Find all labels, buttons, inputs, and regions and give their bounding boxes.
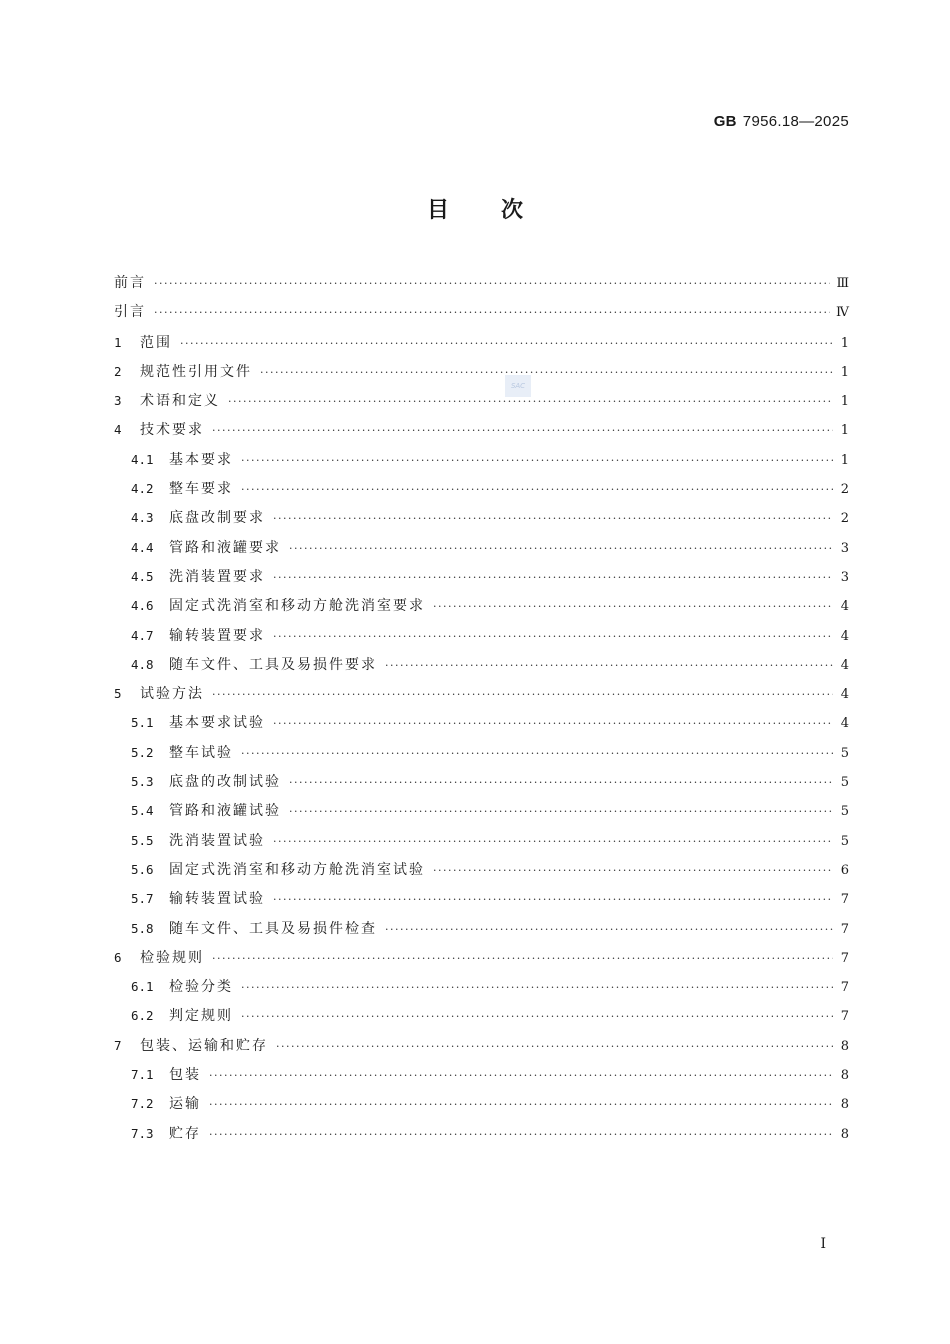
toc-entry-page: 8 bbox=[840, 1097, 849, 1113]
toc-entry-page: 8 bbox=[840, 1068, 849, 1084]
toc-leader-dots bbox=[289, 768, 833, 797]
toc-entry-title: 洗消装置试验 bbox=[169, 832, 265, 849]
toc-entry-number: 4.6 bbox=[131, 598, 154, 614]
toc-leader-dots bbox=[273, 827, 833, 856]
toc-entry-page: 6 bbox=[840, 862, 849, 878]
toc-entry-page: 4 bbox=[840, 687, 849, 703]
toc-entry-number: 2 bbox=[114, 363, 122, 379]
toc-entry[interactable] bbox=[114, 855, 849, 884]
toc-entry-title: 范围 bbox=[140, 334, 172, 351]
toc-entry-number: 5.7 bbox=[131, 891, 154, 907]
toc-entry-page: 5 bbox=[840, 804, 849, 820]
toc-entry-number: 4.2 bbox=[131, 481, 154, 497]
toc-entry-number: 5.2 bbox=[131, 744, 154, 760]
toc-entry-number: 4.3 bbox=[131, 510, 154, 526]
toc-entry-title: 整车要求 bbox=[169, 481, 233, 498]
toc-entry-page: Ⅳ bbox=[836, 305, 849, 321]
toc-entry-title: 引言 bbox=[114, 304, 146, 321]
toc-entry-number: 5.4 bbox=[131, 803, 154, 819]
toc-entry[interactable] bbox=[114, 621, 849, 650]
toc-leader-dots bbox=[241, 475, 833, 504]
toc-entry-number: 5.3 bbox=[131, 774, 154, 790]
toc-leader-dots bbox=[385, 651, 833, 680]
toc-entry-page: 5 bbox=[840, 775, 849, 791]
toc-leader-dots bbox=[260, 358, 833, 387]
toc-leader-dots bbox=[209, 1090, 833, 1119]
toc-entry-page: 2 bbox=[840, 511, 849, 527]
toc-entry-page: 4 bbox=[840, 657, 849, 673]
standard-code bbox=[714, 113, 849, 130]
toc-entry-title: 贮存 bbox=[169, 1125, 201, 1142]
toc-entry-number: 3 bbox=[114, 393, 122, 409]
toc-leader-dots bbox=[273, 622, 833, 651]
toc-leader-dots bbox=[433, 592, 833, 621]
toc-entry-title: 检验规则 bbox=[140, 949, 204, 966]
toc-entry[interactable] bbox=[114, 298, 849, 327]
toc-entry-title: 固定式洗消室和移动方舱洗消室要求 bbox=[169, 598, 425, 615]
toc-entry[interactable] bbox=[114, 708, 849, 737]
toc-entry-page: 8 bbox=[840, 1038, 849, 1054]
toc-entry-page: 4 bbox=[840, 716, 849, 732]
toc-entry[interactable] bbox=[114, 533, 849, 562]
toc-entry-title: 基本要求 bbox=[169, 451, 233, 468]
toc-leader-dots bbox=[385, 915, 833, 944]
toc-entry[interactable] bbox=[114, 884, 849, 913]
toc-entry-title: 整车试验 bbox=[169, 744, 233, 761]
toc-entry-number: 4.5 bbox=[131, 568, 154, 584]
toc-entry[interactable] bbox=[114, 826, 849, 855]
toc-entry[interactable] bbox=[114, 914, 849, 943]
toc-entry-page: 1 bbox=[840, 335, 849, 351]
toc-entry-title: 随车文件、工具及易损件检查 bbox=[169, 920, 377, 937]
toc-leader-dots bbox=[228, 387, 833, 416]
toc-entry-page: Ⅲ bbox=[836, 276, 849, 291]
toc-entry[interactable] bbox=[114, 738, 849, 767]
toc-entry-number: 4.1 bbox=[131, 451, 154, 467]
standard-number: 7956.18—2025 bbox=[742, 113, 849, 130]
toc-leader-dots bbox=[209, 1120, 833, 1149]
toc-leader-dots bbox=[433, 856, 833, 885]
toc-entry-title: 术语和定义 bbox=[140, 393, 220, 410]
toc-entry-title: 随车文件、工具及易损件要求 bbox=[169, 656, 377, 673]
toc-entry-page: 1 bbox=[840, 364, 849, 380]
toc-entry[interactable] bbox=[114, 1001, 849, 1030]
toc-entry-page: 7 bbox=[840, 921, 849, 937]
toc-entry-number: 7.3 bbox=[131, 1125, 154, 1141]
toc-entry-number: 5 bbox=[114, 686, 122, 702]
toc-entry-number: 4.4 bbox=[131, 539, 154, 555]
toc-entry-title: 洗消装置要求 bbox=[169, 568, 265, 585]
toc-entry-number: 5.8 bbox=[131, 920, 154, 936]
toc-entry-title: 固定式洗消室和移动方舱洗消室试验 bbox=[169, 861, 425, 878]
toc-entry-page: 7 bbox=[840, 1009, 849, 1025]
toc-entry[interactable] bbox=[114, 503, 849, 532]
toc-leader-dots bbox=[154, 269, 830, 298]
toc-entry-page: 2 bbox=[840, 482, 849, 498]
toc-entry[interactable] bbox=[114, 1060, 849, 1089]
toc-entry-title: 检验分类 bbox=[169, 979, 233, 996]
toc-entry-number: 7.2 bbox=[131, 1096, 154, 1112]
toc-leader-dots bbox=[241, 973, 833, 1002]
toc-entry[interactable] bbox=[114, 972, 849, 1001]
toc-entry[interactable] bbox=[114, 796, 849, 825]
toc-leader-dots bbox=[273, 885, 833, 914]
toc-entry-number: 4.8 bbox=[131, 656, 154, 672]
toc-entry-page: 5 bbox=[840, 833, 849, 849]
toc-entry[interactable] bbox=[114, 269, 849, 298]
toc-leader-dots bbox=[241, 446, 833, 475]
toc-leader-dots bbox=[276, 1032, 833, 1061]
toc-leader-dots bbox=[241, 739, 833, 768]
page-title: 目次 bbox=[426, 198, 575, 223]
toc-entry-number: 5.1 bbox=[131, 715, 154, 731]
toc-leader-dots bbox=[273, 709, 833, 738]
toc-entry-page: 1 bbox=[840, 452, 849, 468]
toc-entry-title: 输转装置要求 bbox=[169, 627, 265, 644]
toc-leader-dots bbox=[212, 680, 833, 709]
toc-entry-page: 5 bbox=[840, 745, 849, 761]
toc-entry-page: 7 bbox=[840, 980, 849, 996]
toc-entry-number: 6.2 bbox=[131, 1008, 154, 1024]
toc-entry[interactable] bbox=[114, 767, 849, 796]
toc-entry-title: 前言 bbox=[114, 275, 146, 291]
toc-entry-title: 包装 bbox=[169, 1067, 201, 1084]
toc-entry[interactable] bbox=[114, 357, 849, 386]
toc-entry[interactable] bbox=[114, 1089, 849, 1118]
toc-leader-dots bbox=[154, 298, 830, 327]
toc-entry-number: 5.5 bbox=[131, 832, 154, 848]
toc-entry-page: 3 bbox=[840, 540, 849, 556]
toc-leader-dots bbox=[212, 416, 833, 445]
toc-entry-number: 4 bbox=[114, 422, 122, 438]
toc-entry[interactable] bbox=[114, 591, 849, 620]
toc-entry[interactable] bbox=[114, 650, 849, 679]
toc-entry-title: 包装、运输和贮存 bbox=[140, 1037, 268, 1054]
toc-entry-page: 1 bbox=[840, 423, 849, 439]
table-of-contents bbox=[114, 269, 849, 1148]
toc-entry[interactable] bbox=[114, 328, 849, 357]
toc-leader-dots bbox=[289, 797, 833, 826]
toc-entry-title: 基本要求试验 bbox=[169, 715, 265, 732]
toc-entry-title: 运输 bbox=[169, 1096, 201, 1113]
toc-leader-dots bbox=[209, 1061, 833, 1090]
toc-entry-number: 6.1 bbox=[131, 979, 154, 995]
toc-entry[interactable] bbox=[114, 679, 849, 708]
toc-entry[interactable] bbox=[114, 1031, 849, 1060]
toc-entry-title: 底盘的改制试验 bbox=[169, 774, 281, 791]
toc-entry-title: 管路和液罐要求 bbox=[169, 539, 281, 556]
toc-entry[interactable] bbox=[114, 415, 849, 444]
toc-entry-title: 输转装置试验 bbox=[169, 891, 265, 908]
toc-entry-title: 判定规则 bbox=[169, 1008, 233, 1025]
toc-entry-page: 1 bbox=[840, 394, 849, 410]
toc-entry-page: 7 bbox=[840, 892, 849, 908]
toc-entry[interactable] bbox=[114, 562, 849, 591]
toc-entry-number: 1 bbox=[114, 334, 122, 350]
toc-entry-title: 试验方法 bbox=[140, 686, 204, 703]
toc-entry[interactable] bbox=[114, 386, 849, 415]
toc-entry-title: 底盘改制要求 bbox=[169, 510, 265, 527]
toc-entry-page: 4 bbox=[840, 599, 849, 615]
toc-entry-number: 7.1 bbox=[131, 1067, 154, 1083]
toc-entry-page: 7 bbox=[840, 950, 849, 966]
sac-watermark-logo: SAC bbox=[505, 375, 531, 397]
toc-entry[interactable] bbox=[114, 474, 849, 503]
toc-entry[interactable] bbox=[114, 1119, 849, 1148]
toc-leader-dots bbox=[241, 1002, 833, 1031]
toc-entry-title: 规范性引用文件 bbox=[140, 363, 252, 380]
toc-leader-dots bbox=[180, 329, 833, 358]
toc-entry-page: 4 bbox=[840, 628, 849, 644]
toc-entry-title: 技术要求 bbox=[140, 422, 204, 439]
toc-leader-dots bbox=[273, 504, 833, 533]
toc-leader-dots bbox=[289, 534, 833, 563]
toc-entry-title: 管路和液罐试验 bbox=[169, 803, 281, 820]
toc-entry-number: 7 bbox=[114, 1037, 122, 1053]
toc-entry-page: 3 bbox=[840, 569, 849, 585]
toc-entry[interactable] bbox=[114, 445, 849, 474]
toc-entry-number: 5.6 bbox=[131, 861, 154, 877]
toc-entry-number: 6 bbox=[114, 949, 122, 965]
toc-entry-page: 8 bbox=[840, 1126, 849, 1142]
standard-prefix: GB bbox=[713, 113, 737, 130]
toc-leader-dots bbox=[273, 563, 833, 592]
toc-entry[interactable] bbox=[114, 943, 849, 972]
toc-entry-number: 4.7 bbox=[131, 627, 154, 643]
footer-page-number: Ⅰ bbox=[820, 1236, 826, 1252]
toc-leader-dots bbox=[212, 944, 833, 973]
